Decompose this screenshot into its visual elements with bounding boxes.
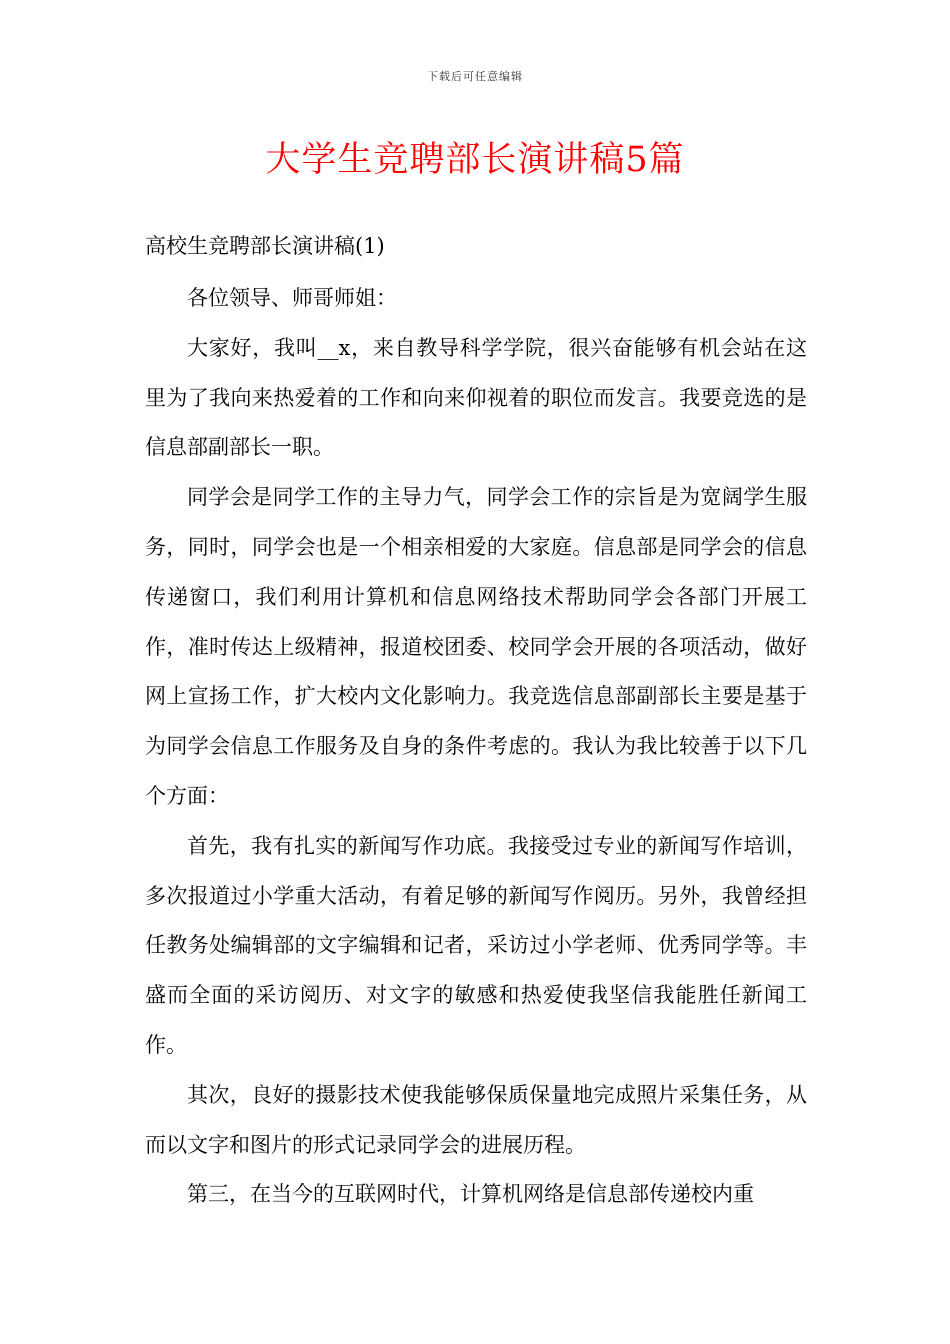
paragraph-union-role: 同学会是同学工作的主导力气，同学会工作的宗旨是为宽阔学生服务，同时，同学会也是一个相亲相爱的大家庭。信息部是同学会的信息传递窗口，我们利用计算机和信息网络技术帮助同学会各部门开展工作，准时传达上级精神，报道校团委、校同学会开展的各项活动，做好网上宣扬工作，扩大校内文化影响力。我竞选信息部副部长主要是基于为同学会信息工作服务及自身的条件考虑的。我认为我比较善于以下几个方面：	[145, 485, 807, 808]
paragraph-third-strength: 第三，在当今的互联网时代，计算机网络是信息部传递校内重	[187, 1182, 754, 1207]
paragraph-second-strength: 其次，良好的摄影技术使我能够保质保量地完成照片采集任务，从而以文字和图片的形式记录同学会的进展历程。	[145, 1082, 807, 1157]
document-title: 大学生竞聘部长演讲稿5篇	[265, 140, 685, 180]
page-header-note: 下载后可任意编辑	[427, 70, 523, 83]
document-body	[145, 274, 807, 1220]
paragraph-greeting: 各位领导、师哥师姐：	[187, 286, 397, 310]
paragraph-introduction: 大家好，我叫__x，来自教导科学学院，很兴奋能够有机会站在这里为了我向来热爱着的工作和向来仰视着的职位而发言。我要竞选的是信息部副部长一职。	[145, 335, 807, 460]
section-heading: 高校生竞聘部长演讲稿(1)	[145, 234, 385, 258]
paragraph-first-strength: 首先，我有扎实的新闻写作功底。我接受过专业的新闻写作培训，多次报道过小学重大活动，有着足够的新闻写作阅历。另外，我曾经担任教务处编辑部的文字编辑和记者，采访过小学老师、优秀同学等。丰盛而全面的采访阅历、对文字的敏感和热爱使我坚信我能胜任新闻工作。	[145, 833, 807, 1057]
